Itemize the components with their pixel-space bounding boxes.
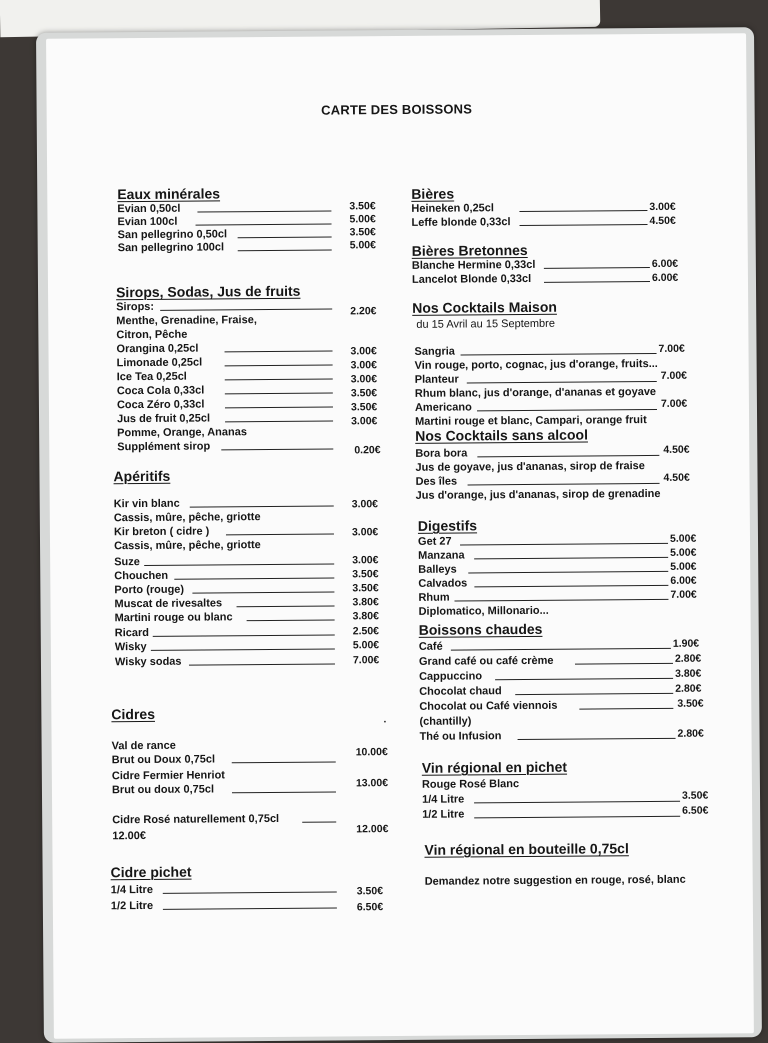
leader-line — [225, 378, 333, 380]
bieres-price: 3.00€ — [649, 200, 676, 214]
leader-line — [151, 648, 335, 650]
aperitifs-item: Kir vin blanc — [113, 497, 180, 511]
bieres-bretonnes-item: Blanche Hermine 0,33cl — [411, 258, 536, 272]
cocktails-heading: Nos Cocktails Maison — [412, 298, 557, 316]
aperitifs-price: 3.00€ — [351, 526, 379, 539]
leader-line — [467, 381, 657, 383]
sirops-price: 3.00€ — [350, 345, 377, 358]
leader-line — [544, 267, 650, 269]
cidres-rose-price-left: 12.00€ — [112, 829, 147, 843]
leader-line — [232, 791, 336, 793]
leader-line — [226, 533, 334, 535]
cocktail-item: Americano — [414, 401, 472, 414]
leader-line — [474, 801, 680, 804]
leader-line — [518, 738, 676, 740]
aperitifs-item: Chouchen — [114, 569, 169, 583]
eaux-price: 5.00€ — [349, 213, 376, 226]
leader-line — [190, 505, 334, 507]
sirops-item: Coca Zéro 0,33cl — [116, 398, 205, 412]
sirops-item: Orangina 0,25cl — [116, 342, 199, 356]
leader-line — [225, 365, 333, 367]
leader-line — [460, 543, 668, 546]
chaudes-note: (chantilly) — [419, 715, 472, 728]
digestifs-heading: Digestifs — [417, 517, 478, 534]
cidre-pichet-item: 1/2 Litre — [110, 899, 154, 913]
leader-line — [474, 585, 668, 588]
digestifs-price: 7.00€ — [670, 588, 697, 601]
leader-line — [515, 693, 673, 695]
chaudes-heading: Boissons chaudes — [418, 620, 543, 638]
eaux-item: San pellegrino 100cl — [117, 241, 225, 255]
aperitifs-price: 5.00€ — [352, 639, 380, 652]
aperitifs-price: 3.80€ — [352, 596, 379, 609]
leader-line — [221, 448, 333, 450]
leader-line — [225, 351, 333, 353]
sirops-item: Coca Cola 0,33cl — [116, 384, 205, 398]
sirops-price: 3.50€ — [350, 387, 378, 400]
sans-alcool-item: Des îles — [415, 475, 458, 488]
leader-line — [451, 648, 671, 651]
leader-line — [237, 605, 335, 607]
cidre-pichet-item: 1/4 Litre — [110, 883, 153, 897]
chaudes-price: 3.50€ — [677, 697, 704, 710]
cocktail-desc: Rhum blanc, jus d'orange, d'ananas et goyave — [414, 385, 657, 400]
leader-line — [225, 392, 333, 394]
aperitifs-item: Wisky sodas — [114, 655, 182, 669]
leader-line — [454, 599, 668, 602]
sans-alcool-desc: Jus d'orange, jus d'ananas, sirop de grenadine — [415, 487, 661, 502]
digestifs-item: Calvados — [418, 577, 468, 590]
leader-line — [163, 907, 337, 909]
digestifs-price: 5.00€ — [670, 560, 697, 573]
aperitifs-price: 3.80€ — [352, 610, 379, 623]
sirops-intro: Sirops: — [116, 300, 155, 314]
aperitifs-item: Martini rouge ou blanc — [114, 611, 233, 625]
bieres-item: Heineken 0,25cl — [411, 202, 495, 215]
leader-line — [247, 619, 335, 621]
eaux-item: Evian 100cl — [117, 215, 178, 229]
eaux-item: Evian 0,50cl — [117, 202, 181, 216]
aperitifs-heading: Apéritifs — [113, 467, 171, 485]
aperitifs-price: 2.50€ — [352, 625, 380, 638]
leader-line — [544, 281, 650, 283]
chaudes-price: 2.80€ — [675, 682, 702, 695]
digestifs-item: Balleys — [418, 563, 457, 576]
cidres-item: Cidre Fermier Henriot — [111, 769, 225, 783]
sirops-intro: Citron, Pêche — [116, 328, 188, 342]
leader-line — [519, 210, 647, 212]
cidres-item: Brut ou Doux 0,75cl — [111, 753, 216, 767]
bieres-heading: Bières — [411, 185, 455, 202]
vin-bouteille-heading: Vin régional en bouteille 0,75cl — [424, 840, 629, 858]
leader-line — [495, 678, 673, 680]
cocktail-price: 7.00€ — [660, 369, 688, 382]
cocktails-subtitle: du 15 Avril au 15 Septembre — [416, 317, 555, 331]
sans-alcool-price: 4.50€ — [663, 471, 690, 484]
sirops-price: 3.00€ — [350, 373, 378, 386]
aperitifs-price: 3.50€ — [352, 582, 379, 595]
leader-line — [575, 663, 673, 665]
leader-line — [192, 591, 334, 593]
aperitifs-price: 3.00€ — [351, 498, 379, 511]
sans-alcool-item: Bora bora — [415, 447, 468, 460]
aperitifs-item: Ricard — [114, 626, 150, 640]
leader-line — [196, 224, 332, 226]
digestifs-item: Get 27 — [417, 535, 452, 548]
leader-line — [232, 761, 336, 763]
cocktail-price: 7.00€ — [658, 342, 685, 355]
bieres-bretonnes-price: 6.00€ — [651, 257, 679, 270]
aperitifs-item: Porto (rouge) — [114, 583, 185, 597]
cocktail-price: 7.00€ — [660, 397, 688, 410]
digestifs-item: Rhum — [418, 591, 450, 604]
aperitifs-note: Cassis, mûre, pêche, griotte — [113, 539, 261, 553]
leader-line — [302, 821, 336, 822]
vin-pichet-price: 6.50€ — [682, 804, 709, 817]
digestifs-note: Diplomatico, Millonario... — [418, 604, 549, 618]
vin-bouteille-note: Demandez notre suggestion en rouge, rosé, blanc — [424, 873, 686, 888]
leader-line — [238, 250, 332, 252]
cocktail-item: Planteur — [414, 373, 459, 386]
cidres-price: 13.00€ — [355, 777, 389, 790]
leader-line — [474, 557, 668, 560]
chaudes-item: Café — [418, 640, 443, 653]
leader-line — [144, 563, 334, 565]
leader-line — [153, 634, 335, 636]
menu-sleeve — [36, 27, 762, 1043]
sans-alcool-price: 4.50€ — [663, 443, 690, 456]
bieres-item: Leffe blonde 0,33cl — [411, 216, 511, 229]
stray-dot: · — [383, 716, 387, 729]
leader-line — [225, 406, 333, 408]
leader-line — [163, 891, 337, 893]
sirops-item: Jus de fruit 0,25cl — [117, 412, 211, 426]
sirops-heading: Sirops, Sodas, Jus de fruits — [115, 282, 301, 301]
eaux-price: 3.50€ — [349, 226, 376, 239]
leader-line — [468, 483, 660, 486]
aperitifs-price: 3.50€ — [352, 568, 379, 581]
eaux-item: San pellegrino 0,50cl — [117, 228, 228, 242]
sans-alcool-desc: Jus de goyave, jus d'ananas, sirop de fraise — [415, 460, 645, 474]
leader-line — [225, 420, 333, 422]
chaudes-item: Chocolat chaud — [419, 685, 502, 698]
sirops-intro-price: 2.20€ — [350, 305, 377, 318]
vin-pichet-subtitle: Rouge Rosé Blanc — [421, 778, 520, 791]
leader-line — [174, 577, 334, 579]
sans-alcool-heading: Nos Cocktails sans alcool — [415, 426, 588, 444]
sirops-note: Pomme, Orange, Ananas — [117, 426, 248, 440]
bieres-bretonnes-item: Lancelot Blonde 0,33cl — [411, 272, 532, 286]
leader-line — [477, 455, 659, 457]
aperitifs-price: 3.00€ — [352, 554, 379, 567]
sirops-supplement-price: 0.20€ — [354, 444, 381, 457]
cocktail-desc: Vin rouge, porto, cognac, jus d'orange, fruits... — [414, 357, 658, 372]
leader-line — [579, 708, 673, 710]
sirops-price: 3.50€ — [350, 401, 378, 414]
chaudes-price: 3.80€ — [675, 667, 702, 680]
sirops-item: Ice Tea 0,25cl — [116, 370, 187, 384]
vin-pichet-heading: Vin régional en pichet — [421, 758, 568, 776]
sirops-item: Limonade 0,25cl — [116, 356, 203, 370]
chaudes-item: Thé ou Infusion — [419, 730, 502, 743]
cidres-item: Val de rance — [111, 739, 176, 753]
sirops-price: 3.00€ — [351, 415, 378, 428]
leader-line — [477, 409, 657, 411]
leader-line — [197, 211, 331, 213]
cidres-price: 12.00€ — [356, 823, 389, 836]
sirops-price: 3.00€ — [350, 359, 377, 372]
leader-line — [520, 224, 648, 226]
chaudes-price: 1.90€ — [672, 637, 700, 650]
leader-line — [238, 237, 332, 239]
eaux-heading: Eaux minérales — [117, 185, 221, 203]
vin-pichet-price: 3.50€ — [681, 789, 709, 802]
cidre-pichet-price: 3.50€ — [356, 885, 384, 898]
menu-page — [46, 33, 754, 1038]
cidres-heading: Cidres — [111, 705, 156, 723]
digestifs-price: 6.00€ — [670, 574, 697, 587]
digestifs-item: Manzana — [418, 549, 465, 562]
bieres-bretonnes-price: 6.00€ — [651, 271, 679, 284]
vin-pichet-item: 1/2 Litre — [422, 808, 465, 821]
chaudes-price: 2.80€ — [677, 727, 704, 740]
cocktail-desc: Martini rouge et blanc, Campari, orange fruit — [415, 414, 647, 428]
digestifs-price: 5.00€ — [669, 532, 697, 545]
cidre-pichet-heading: Cidre pichet — [110, 863, 192, 881]
leader-line — [160, 309, 332, 311]
cocktail-item: Sangria — [414, 345, 455, 358]
leader-line — [461, 353, 657, 356]
chaudes-item: Cappuccino — [419, 670, 483, 683]
aperitifs-item: Wisky — [114, 640, 147, 654]
sirops-supplement: Supplément sirop — [117, 440, 211, 454]
aperitifs-item: Suze — [114, 556, 140, 569]
menu-title: CARTE DES BOISSONS — [321, 101, 473, 118]
cidres-price: 10.00€ — [355, 746, 388, 759]
eaux-price: 3.50€ — [349, 200, 376, 213]
eaux-price: 5.00€ — [349, 239, 377, 252]
cidre-pichet-price: 6.50€ — [356, 901, 384, 914]
bieres-bretonnes-heading: Bières Bretonnes — [411, 241, 528, 259]
aperitifs-note: Cassis, mûre, pêche, griotte — [113, 511, 261, 525]
chaudes-item: Grand café ou café crème — [418, 654, 554, 668]
leader-line — [189, 663, 335, 665]
bieres-price: 4.50€ — [649, 214, 676, 228]
cidres-item: Cidre Rosé naturellement 0,75cl — [112, 812, 280, 827]
aperitifs-item: Kir breton ( cidre ) — [113, 525, 210, 539]
aperitifs-price: 7.00€ — [352, 654, 380, 667]
chaudes-price: 2.80€ — [674, 652, 702, 665]
vin-pichet-item: 1/4 Litre — [421, 793, 465, 806]
sirops-intro: Menthe, Grenadine, Fraise, — [116, 314, 257, 328]
cidres-item: Brut ou doux 0,75cl — [111, 783, 215, 797]
leader-line — [468, 571, 668, 574]
leader-line — [474, 816, 680, 819]
aperitifs-item: Muscat de rivesaltes — [114, 597, 223, 611]
digestifs-price: 5.00€ — [670, 546, 697, 559]
chaudes-item: Chocolat ou Café viennois — [419, 699, 558, 713]
